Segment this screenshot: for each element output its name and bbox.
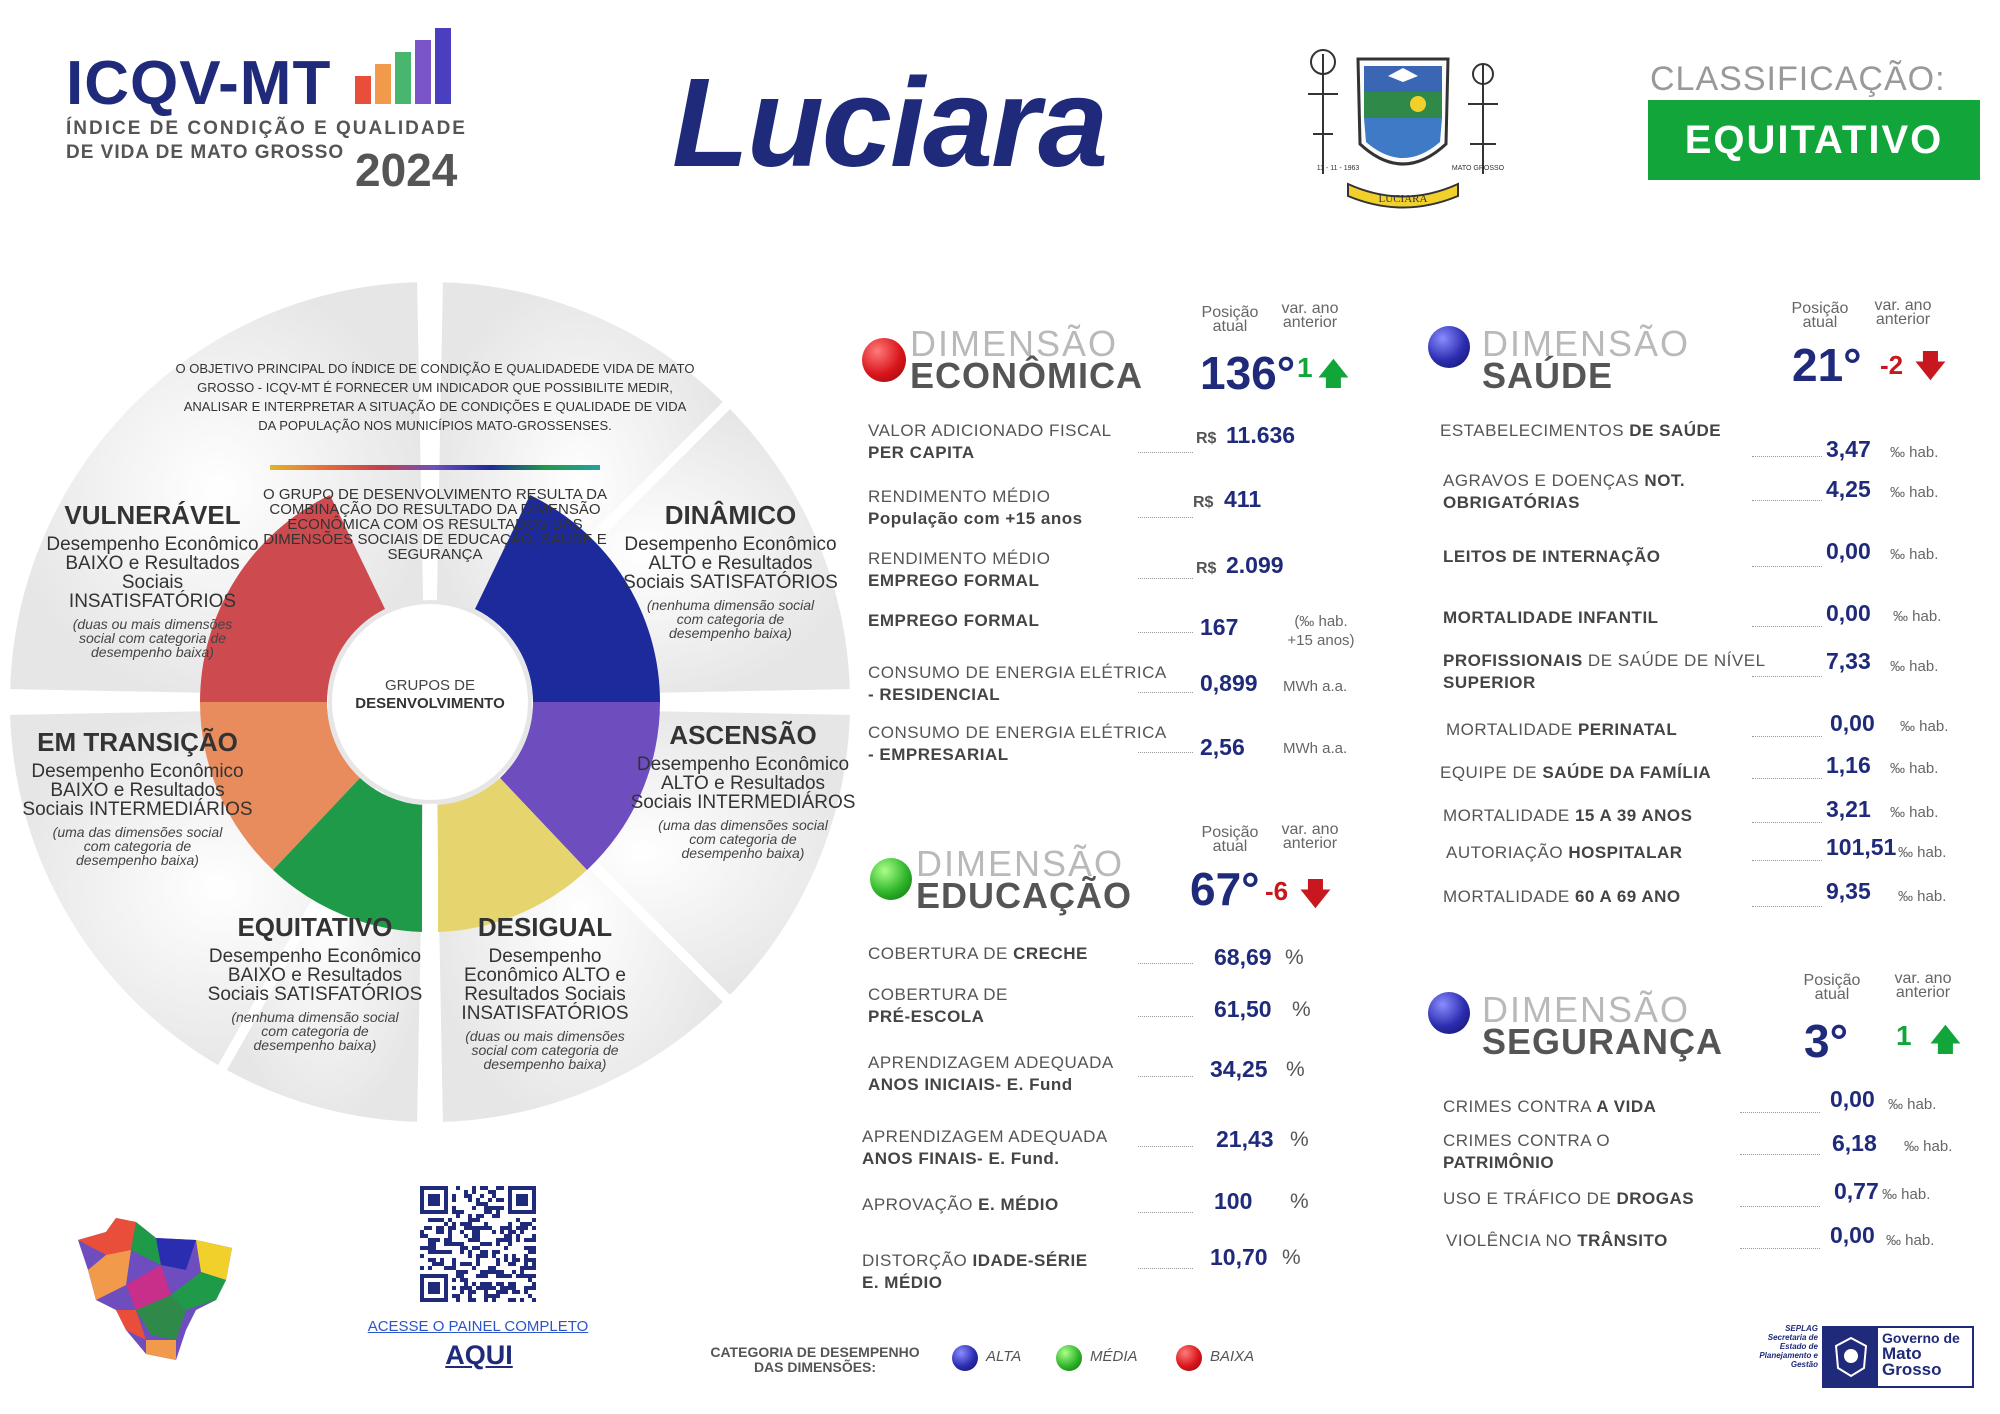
seguranca-dim-label: DIMENSÃO (1482, 989, 1691, 1030)
educacao-title: EDUCAÇÃO (916, 875, 1133, 916)
group-equitativo-note: (nenhuma dimensão social com categoria de desempenho baixa) (231, 1009, 399, 1053)
saude-row-10-value: 9,35 (1826, 878, 1871, 904)
econ-row-4-unit: (‰ hab. +15 anos) (1287, 613, 1355, 649)
edu-row-5-label: APROVAÇÃO E. MÉDIO (862, 1195, 1059, 1214)
econ-row-5-unit: MWh a.a. (1283, 678, 1348, 695)
classification-badge: EQUITATIVO (1648, 100, 1980, 180)
logo-bars-icon (355, 28, 455, 104)
legend-media-ball-icon (1056, 1345, 1082, 1371)
wheel-objective-text: O OBJETIVO PRINCIPAL DO ÍNDICE DE CONDIÇÃO E QUALIDADEDE VIDA DE MATO GROSSO - ICQV-MT É FORNECER UM INDICADOR QUE POSSIBILITE MEDIR, ANALISAR E INTERPRETAR A SITUAÇÃO DE CONDIÇÕES E QUALIDADE DE VIDA DA POPULAÇÃO NOS MUNICÍPIOS MATO-GROSSENSES. (175, 361, 695, 433)
educacao-variation: -6 (1265, 876, 1289, 906)
edu-row-2-value: 61,50 (1214, 996, 1272, 1022)
saude-row-9-label: AUTORIAÇÃO HOSPITALAR (1446, 843, 1683, 862)
econ-row-6-label: CONSUMO DE ENERGIA ELÉTRICA - EMPRESARIAL (868, 723, 1167, 764)
legend-baixa-ball-icon (1176, 1345, 1202, 1371)
group-equitativo (205, 912, 425, 1052)
legend-baixa-label: BAIXA (1210, 1348, 1255, 1365)
gradient-divider (270, 465, 600, 470)
economica-variation: 1 (1297, 352, 1313, 383)
group-em-transicao-desc: Desempenho Econômico BAIXO e Resultados Sociais INTERMEDIÁRIOS (22, 761, 253, 820)
group-equitativo-desc: Desempenho Econômico BAIXO e Resultados Sociais SATISFATÓRIOS (207, 946, 423, 1005)
saude-row-8-unit: ‰ hab. (1890, 804, 1939, 821)
saude-row-7-value: 1,16 (1826, 752, 1871, 778)
crest-text: LUCIARA (1378, 193, 1428, 205)
group-dinamico-title: DINÂMICO (664, 500, 797, 530)
saude-row-6-value: 0,00 (1830, 710, 1875, 736)
seguranca-var-header: var. ano anterior (1894, 970, 1952, 1001)
econ-row-2-prefix: R$ (1193, 494, 1214, 511)
group-desigual-desc: Desempenho Econômico ALTO e Resultados Sociais INSATISFATÓRIOS (461, 946, 629, 1024)
educacao-down-arrow-icon: 🡇 (1300, 878, 1331, 911)
econ-row-5-label: CONSUMO DE ENERGIA ELÉTRICA - RESIDENCIAL (868, 663, 1167, 704)
group-vulneravel (40, 500, 265, 659)
econ-row-6-value: 2,56 (1200, 734, 1245, 760)
saude-row-7-unit: ‰ hab. (1890, 760, 1939, 777)
economica-var-header: var. ano anterior (1281, 300, 1339, 331)
saude-row-6-label: MORTALIDADE PERINATAL (1446, 720, 1678, 739)
edu-row-5-value: 100 (1214, 1188, 1253, 1214)
saude-row-9-value: 101,51 (1826, 834, 1897, 860)
edu-row-1-label: COBERTURA DE CRECHE (868, 944, 1088, 963)
seg-row-1-unit: ‰ hab. (1888, 1096, 1937, 1113)
legend-alta-ball-icon (952, 1345, 978, 1371)
economica-title: ECONÔMICA (910, 355, 1143, 396)
seg-row-3-value: 0,77 (1834, 1178, 1879, 1204)
saude-row-6-unit: ‰ hab. (1900, 718, 1949, 735)
group-vulneravel-desc: Desempenho Econômico BAIXO e Resultados Sociais INSATISFATÓRIOS (46, 534, 259, 612)
economica-pos-header: Posição atual (1201, 304, 1259, 335)
educacao-status-ball-icon (870, 858, 912, 900)
gov-mt-logo (1822, 1326, 1974, 1388)
qr-code[interactable] (420, 1186, 536, 1302)
seguranca-pos-header: Posição atual (1803, 972, 1861, 1003)
econ-row-1-prefix: R$ (1196, 430, 1217, 447)
group-equitativo-title: EQUITATIVO (237, 912, 393, 942)
edu-row-5-unit: % (1290, 1190, 1309, 1213)
edu-row-4-value: 21,43 (1216, 1126, 1274, 1152)
mato-grosso-map (76, 1210, 236, 1366)
saude-row-3-value: 0,00 (1826, 538, 1871, 564)
saude-row-5-value: 7,33 (1826, 648, 1871, 674)
seg-row-4-value: 0,00 (1830, 1222, 1875, 1248)
edu-row-4-unit: % (1290, 1128, 1309, 1151)
econ-row-2-value: 411 (1224, 486, 1262, 512)
educacao-dim-label: DIMENSÃO (916, 843, 1125, 884)
classification-label: CLASSIFICAÇÃO: (1650, 60, 1946, 98)
panel-link[interactable]: ACESSE O PAINEL COMPLETO (367, 1318, 589, 1335)
saude-position: 21° (1792, 339, 1862, 391)
saude-row-10-unit: ‰ hab. (1898, 888, 1947, 905)
group-desigual-note: (duas ou mais dimensões social com categoria de desempenho baixa) (465, 1028, 625, 1072)
saude-row-7-label: EQUIPE DE SAÚDE DA FAMÍLIA (1440, 763, 1712, 782)
saude-row-4-unit: ‰ hab. (1893, 608, 1942, 625)
saude-variation: -2 (1880, 350, 1904, 380)
logo-title: ICQV-MT (66, 49, 332, 118)
edu-row-2-unit: % (1292, 998, 1311, 1021)
seg-row-4-label: VIOLÊNCIA NO TRÂNSITO (1446, 1231, 1668, 1250)
saude-row-1-value: 3,47 (1826, 436, 1871, 462)
gov-mt-text: Governo de Mato Grosso (1882, 1330, 1960, 1379)
legend-media-label: MÉDIA (1090, 1348, 1138, 1365)
group-em-transicao-note: (uma das dimensões social com categoria de desempenho baixa) (52, 824, 223, 868)
seg-row-3-label: USO E TRÁFICO DE DROGAS (1443, 1189, 1695, 1208)
group-ascensao-desc: Desempenho Econômico ALTO e Resultados Sociais INTERMEDIÁROS (630, 754, 856, 813)
saude-row-2-value: 4,25 (1826, 476, 1871, 502)
educacao-var-header: var. ano anterior (1281, 821, 1339, 852)
wheel-center-2: DESENVOLVIMENTO (355, 695, 505, 712)
saude-row-9-unit: ‰ hab. (1898, 844, 1947, 861)
econ-row-3-label: RENDIMENTO MÉDIO EMPREGO FORMAL (868, 549, 1051, 590)
econ-row-6-unit: MWh a.a. (1283, 740, 1348, 757)
edu-row-3-unit: % (1286, 1058, 1305, 1081)
seg-row-2-value: 6,18 (1832, 1130, 1877, 1156)
group-ascensao (628, 720, 858, 860)
group-desigual-title: DESIGUAL (477, 912, 613, 942)
logo-subtitle-1: ÍNDICE DE CONDIÇÃO E QUALIDADE (66, 118, 467, 139)
econ-row-1-value: 11.636 (1226, 422, 1296, 448)
logo-year: 2024 (355, 144, 458, 196)
edu-row-2-label: COBERTURA DE PRÉ-ESCOLA (868, 985, 1008, 1026)
saude-row-8-value: 3,21 (1826, 796, 1871, 822)
seguranca-status-ball-icon (1428, 992, 1470, 1034)
edu-row-6-value: 10,70 (1210, 1244, 1268, 1270)
saude-status-ball-icon (1428, 326, 1470, 368)
group-em-transicao (20, 727, 255, 867)
wheel-group-info: O GRUPO DE DESENVOLVIMENTO RESULTA DA COMBINAÇÃO DO RESULTADO DA DIMENSÃO ECONÔMICA COM OS RESULTADOS DAS DIMENSÕES SOCIAIS DE EDUCAÇÃO, SAÚDE E SEGURANÇA (263, 486, 607, 563)
logo-subtitle-2: DE VIDA DE MATO GROSSO (66, 142, 345, 163)
saude-row-3-label: LEITOS DE INTERNAÇÃO (1443, 547, 1661, 566)
seg-row-3-unit: ‰ hab. (1882, 1186, 1931, 1203)
municipality-name: Luciara (672, 52, 1107, 193)
saude-row-4-value: 0,00 (1826, 600, 1871, 626)
edu-row-4-label: APRENDIZAGEM ADEQUADA ANOS FINAIS- E. Fund. (862, 1127, 1108, 1168)
legend-title: CATEGORIA DE DESEMPENHO DAS DIMENSÕES: (710, 1344, 920, 1375)
seg-row-1-value: 0,00 (1830, 1086, 1875, 1112)
econ-row-3-prefix: R$ (1196, 560, 1217, 577)
aqui-link[interactable]: AQUI (445, 1340, 513, 1370)
group-vulneravel-title: VULNERÁVEL (64, 500, 241, 530)
edu-row-3-label: APRENDIZAGEM ADEQUADA ANOS INICIAIS- E. Fund (868, 1053, 1114, 1094)
edu-row-6-unit: % (1282, 1246, 1301, 1269)
seg-row-1-label: CRIMES CONTRA A VIDA (1443, 1097, 1657, 1116)
edu-row-1-value: 68,69 (1214, 944, 1272, 970)
saude-row-1-unit: ‰ hab. (1890, 444, 1939, 461)
econ-row-1-label: VALOR ADICIONADO FISCAL PER CAPITA (868, 421, 1112, 462)
saude-row-5-label: PROFISSIONAIS DE SAÚDE DE NÍVEL SUPERIOR (1443, 651, 1766, 692)
seguranca-variation: 1 (1896, 1020, 1912, 1051)
seg-row-2-unit: ‰ hab. (1904, 1138, 1953, 1155)
economica-position: 136° (1200, 347, 1296, 399)
group-dinamico-note: (nenhuma dimensão social com categoria de desempenho baixa) (646, 597, 815, 641)
municipal-crest (1288, 34, 1518, 209)
economica-up-arrow-icon: 🡅 (1318, 358, 1349, 391)
saude-row-8-label: MORTALIDADE 15 A 39 ANOS (1443, 806, 1693, 825)
group-ascensao-title: ASCENSÃO (669, 720, 817, 750)
edu-row-1-unit: % (1285, 946, 1304, 969)
group-vulneravel-note: (duas ou mais dimensões social com categoria de desempenho baixa) (72, 616, 233, 660)
seguranca-up-arrow-icon: 🡅 (1930, 1024, 1961, 1057)
seguranca-position: 3° (1804, 1015, 1848, 1067)
legend-alta-label: ALTA (986, 1348, 1022, 1365)
group-desigual (440, 912, 650, 1071)
gov-mt-emblem-icon (1824, 1328, 1878, 1386)
seplag-label: SEPLAG Secretaria de Estado de Planejamento e Gestão (1759, 1324, 1818, 1369)
saude-row-10-label: MORTALIDADE 60 A 69 ANO (1443, 887, 1681, 906)
saude-down-arrow-icon: 🡇 (1915, 350, 1946, 383)
saude-dim-label: DIMENSÃO (1482, 323, 1691, 364)
group-dinamico-desc: Desempenho Econômico ALTO e Resultados Sociais SATISFATÓRIOS (623, 534, 838, 593)
group-em-transicao-title: EM TRANSIÇÃO (37, 727, 238, 757)
saude-title: SAÚDE (1482, 355, 1614, 396)
educacao-pos-header: Posição atual (1201, 824, 1259, 855)
econ-row-2-label: RENDIMENTO MÉDIO População com +15 anos (868, 487, 1083, 528)
crest-state: MATO GROSSO (1451, 165, 1505, 172)
group-ascensao-note: (uma das dimensões social com categoria de desempenho baixa) (658, 817, 828, 861)
econ-row-5-value: 0,899 (1200, 670, 1258, 696)
wheel-center-1: GRUPOS DE (384, 677, 475, 694)
seg-row-4-unit: ‰ hab. (1886, 1232, 1935, 1249)
saude-var-header: var. ano anterior (1874, 297, 1932, 328)
saude-row-1-label: ESTABELECIMENTOS DE SAÚDE (1440, 421, 1722, 440)
econ-row-4-value: 167 (1200, 614, 1239, 640)
crest-date: 11 - 11 - 1963 (1316, 165, 1360, 172)
economica-status-ball-icon (862, 338, 906, 382)
group-dinamico (618, 500, 843, 640)
saude-row-4-label: MORTALIDADE INFANTIL (1443, 608, 1659, 627)
econ-row-3-value: 2.099 (1226, 552, 1284, 578)
edu-row-3-value: 34,25 (1210, 1056, 1268, 1082)
edu-row-6-label: DISTORÇÃO IDADE-SÉRIE E. MÉDIO (862, 1251, 1088, 1292)
saude-pos-header: Posição atual (1791, 300, 1849, 331)
saude-row-3-unit: ‰ hab. (1890, 546, 1939, 563)
seg-row-2-label: CRIMES CONTRA O PATRIMÔNIO (1443, 1131, 1611, 1172)
seguranca-title: SEGURANÇA (1482, 1021, 1724, 1062)
economica-dim-label: DIMENSÃO (910, 323, 1119, 364)
saude-row-5-unit: ‰ hab. (1890, 658, 1939, 675)
econ-row-4-label: EMPREGO FORMAL (868, 611, 1040, 630)
educacao-position: 67° (1190, 863, 1260, 915)
saude-row-2-unit: ‰ hab. (1890, 484, 1939, 501)
saude-row-2-label: AGRAVOS E DOENÇAS NOT. OBRIGATÓRIAS (1443, 471, 1686, 512)
